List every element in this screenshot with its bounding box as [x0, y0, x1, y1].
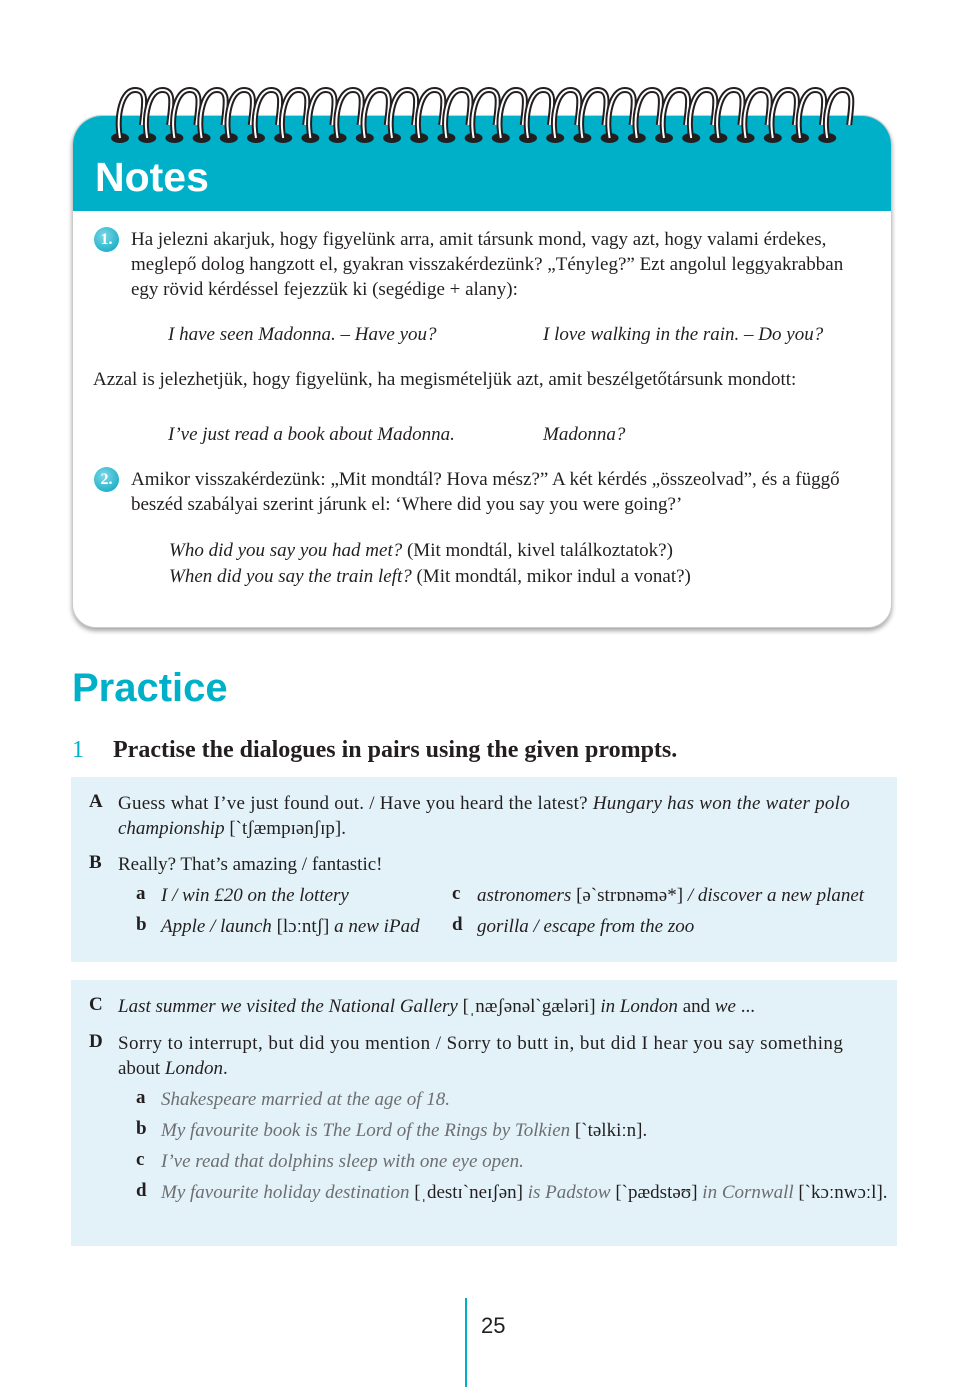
italic-text: a new iPad — [334, 916, 420, 937]
prompt-d-line-1: Sorry to interrupt, but did you mention / Sorry to butt in, but did I hear you say something — [118, 1033, 844, 1054]
option-text — [161, 1118, 647, 1143]
example-2b: Madonna? — [543, 424, 626, 445]
text: [`təlkiːn]. — [570, 1120, 648, 1141]
option-text — [161, 883, 349, 908]
example-2a: I’ve just read a book about Madonna. — [168, 424, 455, 445]
note-paragraph: Azzal is jelezhetjük, hogy figyelünk, ha megismételjük azt, amit beszélgetőtársunk mondott: — [93, 369, 797, 390]
option-letter: b — [136, 914, 147, 935]
exercise-number: 1 — [72, 737, 84, 763]
italic-text: in Cornwall — [702, 1182, 794, 1203]
notes-title: Notes — [95, 154, 209, 200]
italic-text: is Padstow — [527, 1182, 611, 1203]
text: ... — [735, 996, 755, 1017]
text: and — [677, 996, 715, 1017]
note-1-line-2: meglepő dolog hangzott el, gyakran visszakérdezünk? „Tényleg?” Ezt angolul leggyakrabban — [131, 254, 844, 275]
option-letter: a — [136, 1087, 146, 1108]
example-1a: I have seen Madonna. – Have you? — [168, 324, 437, 345]
note-number-2: 2. — [94, 467, 119, 492]
prompt-c-text — [118, 994, 755, 1019]
exercise-title: Practise the dialogues in pairs using the given prompts. — [113, 737, 678, 763]
italic-text: Apple / launch — [161, 916, 272, 937]
prompt-letter-a: A — [89, 791, 103, 812]
text: (Mit mondtál, kivel találkoztatok?) — [402, 540, 673, 561]
option-letter: d — [452, 914, 463, 935]
note-1-line-3: egy rövid kérdéssel fejezzük ki (segédige + alany): — [131, 279, 518, 300]
practice-heading: Practice — [72, 666, 228, 710]
text: [`pædstəʊ] — [610, 1182, 703, 1203]
option-text — [161, 914, 420, 939]
prompt-letter-d: D — [89, 1031, 103, 1052]
italic-text: Shakespeare married at the age of 18. — [161, 1089, 450, 1110]
italic-text: My favourite holiday destination — [161, 1182, 410, 1203]
text: [ə`strɒnəmə*] — [571, 885, 688, 906]
italic-text: I’ve read that dolphins sleep with one eye open. — [161, 1151, 524, 1172]
example-3b — [169, 564, 691, 589]
prompt-d-line-2 — [118, 1056, 228, 1081]
example-3a — [169, 538, 673, 563]
text: [ˌnæʃənəl`gæləri] — [457, 996, 601, 1017]
note-1-line-1: Ha jelezni akarjuk, hogy figyelünk arra, amit társunk mond, vagy azt, hogy valami érdekes, — [131, 229, 827, 250]
prompt-a-line-1 — [118, 791, 850, 816]
spiral-binding-icon — [100, 85, 870, 155]
italic-text: in London — [600, 996, 678, 1017]
text: (Mit mondtál, mikor indul a vonat?) — [411, 566, 691, 587]
text: [`tʃæmpɪənʃɪp]. — [224, 818, 346, 839]
italic-text: When did you say the train left? — [169, 566, 412, 587]
prompt-letter-c: C — [89, 994, 103, 1015]
text: [lɔːntʃ] — [271, 916, 335, 937]
option-text — [161, 1087, 450, 1112]
prompt-box-2 — [71, 980, 897, 1246]
prompt-letter-b: B — [89, 852, 102, 873]
option-letter: c — [452, 883, 461, 904]
prompt-a-line-2 — [118, 816, 346, 841]
italic-text: astronomers — [477, 885, 572, 906]
option-letter: a — [136, 883, 146, 904]
italic-text: Hungary has won the water polo — [592, 793, 850, 814]
option-text — [161, 1180, 888, 1205]
option-text — [161, 1149, 524, 1174]
note-2-line-2: beszéd szabályai szerint járunk el: ‘Where did you say you were going?’ — [131, 494, 683, 515]
example-1b: I love walking in the rain. – Do you? — [543, 324, 824, 345]
italic-text: London — [164, 1058, 224, 1079]
text: [ˌdestɪ`neɪʃən] — [409, 1182, 528, 1203]
note-2-line-1: Amikor visszakérdezünk: „Mit mondtál? Hova mész?” A két kérdés „összeolvad”, és a függő — [131, 469, 840, 490]
italic-text: championship — [118, 818, 225, 839]
italic-text: Who did you say you had met? — [169, 540, 403, 561]
italic-text: gorilla / escape from the zoo — [477, 916, 695, 937]
text: Guess what I’ve just found out. / Have you heard the latest? — [118, 793, 593, 814]
option-text — [477, 883, 864, 908]
note-number-1: 1. — [94, 227, 119, 252]
option-text — [477, 914, 694, 939]
text: [`kɔːnwɔːl]. — [793, 1182, 888, 1203]
option-letter: c — [136, 1149, 145, 1170]
text: about — [118, 1058, 165, 1079]
italic-text: / discover a new planet — [687, 885, 865, 906]
text: . — [223, 1058, 228, 1079]
prompt-b-text: Really? That’s amazing / fantastic! — [118, 854, 383, 875]
italic-text: I / win £20 on the lottery — [161, 885, 349, 906]
italic-text: we — [714, 996, 736, 1017]
option-letter: b — [136, 1118, 147, 1139]
italic-text: My favourite book is The Lord of the Rings by Tolkien — [161, 1120, 571, 1141]
option-letter: d — [136, 1180, 147, 1201]
italic-text: Last summer we visited the National Gallery — [118, 996, 458, 1017]
page-number-rule — [465, 1298, 467, 1387]
page-number: 25 — [481, 1313, 506, 1338]
